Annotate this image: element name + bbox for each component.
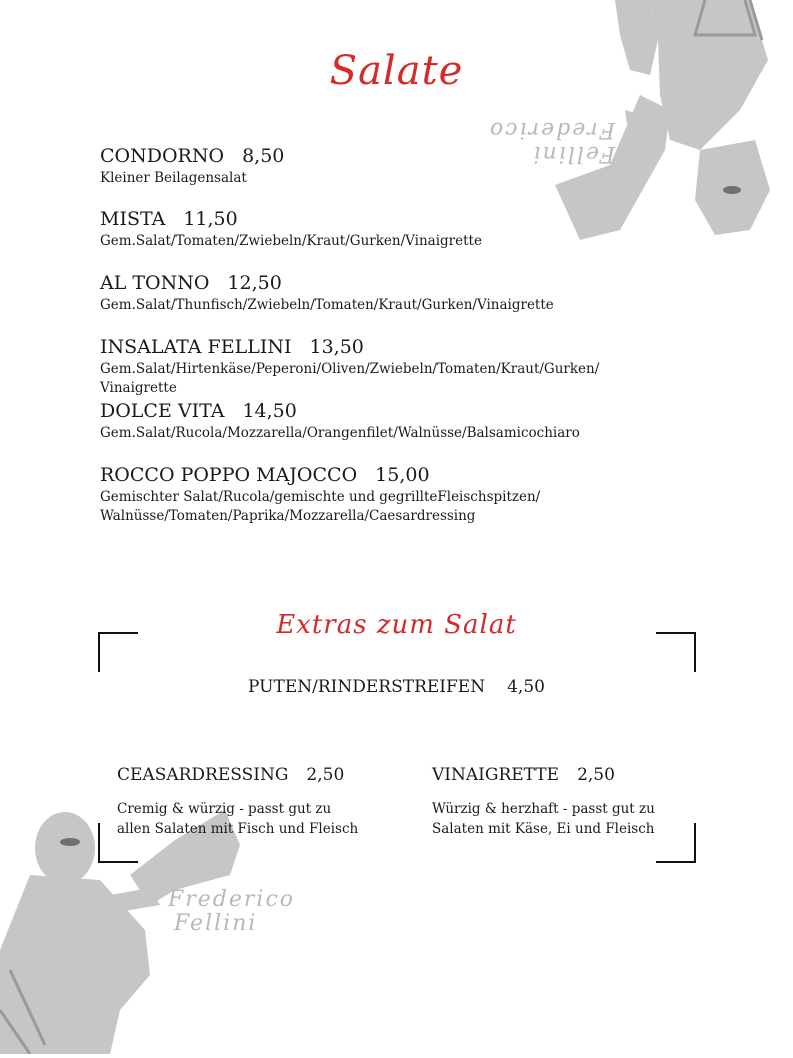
item-name: ROCCO POPPO MAJOCCO: [100, 464, 358, 486]
frame-corner-top-right: [656, 632, 696, 672]
extra-price: 2,50: [306, 765, 345, 785]
extra-item-vinaigrette: [432, 765, 692, 839]
item-name: DOLCE VITA: [100, 400, 225, 422]
extras-title: Extras zum Salat: [276, 610, 517, 640]
extra-item-ceasardressing: [117, 765, 377, 839]
item-name: MISTA: [100, 208, 166, 230]
extra-name: CEASARDRESSING: [117, 765, 289, 785]
item-name: INSALATA FELLINI: [100, 336, 292, 358]
menu-item-insalata-fellini: [100, 336, 660, 398]
item-description: Gem.Salat/Tomaten/Zwiebeln/Kraut/Gurken/Vinaigrette: [100, 233, 482, 249]
extra-name: VINAIGRETTE: [432, 765, 560, 785]
extra-price: 2,50: [577, 765, 615, 785]
item-description: Gemischter Salat/Rucola/gemischte und gegrillteFleischspitzen/ Walnüsse/Tomaten/Paprika/Mozzarella/Caesardressing: [100, 489, 541, 524]
extra-description: Würzig & herzhaft - passt gut zu Salaten mit Käse, Ei und Fleisch: [432, 801, 655, 837]
item-description: Gem.Salat/Thunfisch/Zwiebeln/Tomaten/Kraut/Gurken/Vinaigrette: [100, 297, 554, 313]
frame-corner-top-left: [98, 632, 138, 672]
extra-item-streifen: [0, 677, 793, 697]
item-price: 14,50: [242, 400, 297, 422]
menu-item-condorno: [100, 145, 660, 188]
item-name: CONDORNO: [100, 145, 225, 167]
extra-name: PUTEN/RINDERSTREIFEN: [248, 677, 486, 697]
item-description: Kleiner Beilagensalat: [100, 170, 247, 186]
item-name: AL TONNO: [100, 272, 210, 294]
menu-item-dolce-vita: [100, 400, 660, 443]
item-price: 15,00: [375, 464, 430, 486]
page-title: Salate: [329, 48, 464, 94]
item-price: 12,50: [227, 272, 282, 294]
item-price: 11,50: [183, 208, 238, 230]
menu-item-rocco-poppo-majocco: [100, 464, 660, 526]
signature-top: Fellini Frederico: [487, 117, 615, 166]
extra-description: Cremig & würzig - passt gut zu allen Salaten mit Fisch und Fleisch: [117, 801, 359, 837]
signature-bottom: Frederico Fellini: [168, 887, 296, 936]
item-price: 13,50: [309, 336, 364, 358]
menu-item-mista: [100, 208, 660, 251]
extra-price: 4,50: [507, 677, 545, 697]
item-price: 8,50: [242, 145, 285, 167]
menu-item-al-tonno: [100, 272, 660, 315]
item-description: Gem.Salat/Rucola/Mozzarella/Orangenfilet/Walnüsse/Balsamicochiaro: [100, 425, 580, 441]
item-description: Gem.Salat/Hirtenkäse/Peperoni/Oliven/Zwiebeln/Tomaten/Kraut/Gurken/ Vinaigrette: [100, 361, 600, 396]
